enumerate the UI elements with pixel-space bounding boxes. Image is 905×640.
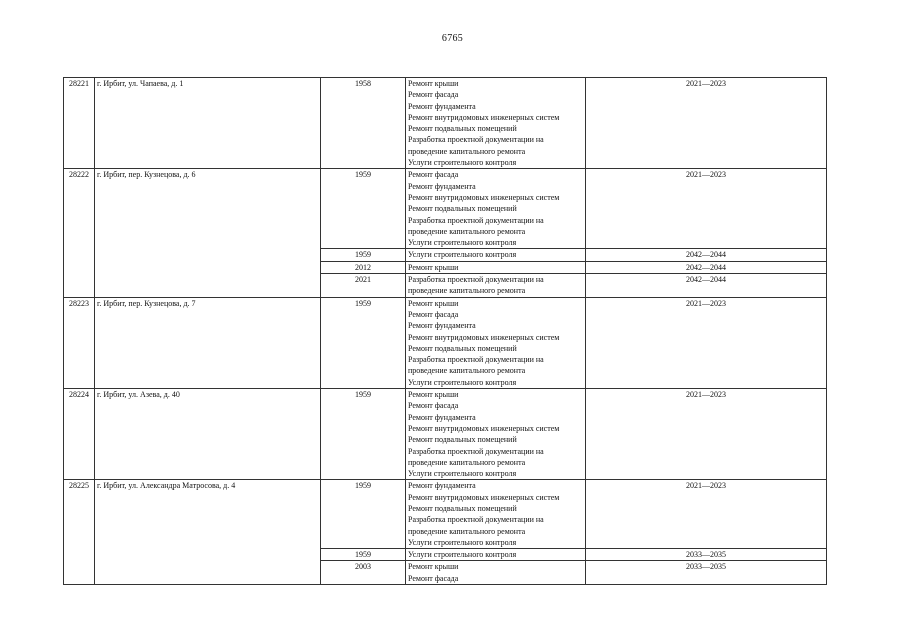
table-row bbox=[64, 480, 827, 549]
work-item: проведение капитального ремонта bbox=[408, 457, 526, 467]
work-item: Ремонт крыши bbox=[408, 298, 459, 308]
year-cell: 1959 bbox=[321, 169, 406, 249]
row-number-cell: 28221 bbox=[64, 78, 95, 169]
year-cell: 1959 bbox=[321, 480, 406, 549]
work-item: Разработка проектной документации на bbox=[408, 355, 544, 365]
year-cell: 1959 bbox=[321, 249, 406, 261]
table-row bbox=[64, 297, 827, 388]
work-item: Ремонт подвальных помещений bbox=[408, 204, 517, 214]
works-cell bbox=[406, 169, 586, 249]
period-cell: 2033—2035 bbox=[586, 549, 827, 561]
table-row bbox=[64, 389, 827, 480]
address-cell: г. Ирбит, пер. Кузнецова, д. 7 bbox=[95, 297, 321, 388]
work-item: Ремонт крыши bbox=[408, 79, 459, 88]
period-cell: 2042—2044 bbox=[586, 249, 827, 261]
work-item: Разработка проектной документации на bbox=[408, 515, 544, 525]
works-cell bbox=[406, 549, 586, 561]
work-item: Ремонт фасада bbox=[408, 170, 459, 180]
works-cell bbox=[406, 297, 586, 388]
work-item: проведение капитального ремонта bbox=[408, 146, 526, 156]
work-item: Услуги строительного контроля bbox=[408, 238, 517, 248]
work-item: Услуги строительного контроля bbox=[408, 550, 517, 560]
page-number: 6765 bbox=[441, 33, 464, 44]
work-item: Услуги строительного контроля bbox=[408, 158, 517, 168]
address-cell: г. Ирбит, пер. Кузнецова, д. 6 bbox=[95, 169, 321, 297]
work-item: Ремонт фундамента bbox=[408, 101, 476, 111]
row-number-cell: 28224 bbox=[64, 389, 95, 480]
work-item: Услуги строительного контроля bbox=[408, 537, 517, 547]
year-cell: 2003 bbox=[321, 561, 406, 585]
work-item: Ремонт внутридомовых инженерных систем bbox=[408, 192, 560, 202]
work-item: проведение капитального ремонта bbox=[408, 526, 526, 536]
work-item: Услуги строительного контроля bbox=[408, 469, 517, 479]
period-cell: 2021—2023 bbox=[586, 78, 827, 169]
work-item: проведение капитального ремонта bbox=[408, 286, 526, 296]
work-item: Разработка проектной документации на bbox=[408, 446, 544, 456]
work-item: Ремонт фасада bbox=[408, 573, 459, 583]
period-cell: 2021—2023 bbox=[586, 480, 827, 549]
period-cell: 2042—2044 bbox=[586, 274, 827, 298]
works-cell bbox=[406, 78, 586, 169]
table-row bbox=[64, 169, 827, 249]
work-item: Ремонт подвальных помещений bbox=[408, 343, 517, 353]
year-cell: 2012 bbox=[321, 261, 406, 273]
year-cell: 1959 bbox=[321, 549, 406, 561]
works-cell bbox=[406, 389, 586, 480]
work-item: Ремонт фасада bbox=[408, 401, 459, 411]
work-item: Ремонт внутридомовых инженерных систем bbox=[408, 332, 560, 342]
work-item: проведение капитального ремонта bbox=[408, 226, 526, 236]
year-cell: 2021 bbox=[321, 274, 406, 298]
capital-repair-table bbox=[63, 77, 827, 585]
work-item: Ремонт фасада bbox=[408, 90, 459, 100]
table-row bbox=[64, 78, 827, 169]
work-item: Ремонт внутридомовых инженерных систем bbox=[408, 423, 560, 433]
address-cell: г. Ирбит, ул. Чапаева, д. 1 bbox=[95, 78, 321, 169]
works-cell bbox=[406, 261, 586, 273]
work-item: Разработка проектной документации на bbox=[408, 215, 544, 225]
period-cell: 2021—2023 bbox=[586, 169, 827, 249]
work-item: проведение капитального ремонта bbox=[408, 366, 526, 376]
period-cell: 2033—2035 bbox=[586, 561, 827, 585]
works-cell bbox=[406, 480, 586, 549]
work-item: Услуги строительного контроля bbox=[408, 250, 517, 260]
period-cell: 2021—2023 bbox=[586, 297, 827, 388]
period-cell: 2042—2044 bbox=[586, 261, 827, 273]
year-cell: 1958 bbox=[321, 78, 406, 169]
row-number-cell: 28222 bbox=[64, 169, 95, 297]
work-item: Услуги строительного контроля bbox=[408, 377, 517, 387]
address-cell: г. Ирбит, ул. Александра Матросова, д. 4 bbox=[95, 480, 321, 585]
period-cell: 2021—2023 bbox=[586, 389, 827, 480]
year-cell: 1959 bbox=[321, 389, 406, 480]
year-cell: 1959 bbox=[321, 297, 406, 388]
work-item: Ремонт подвальных помещений bbox=[408, 503, 517, 513]
works-cell bbox=[406, 249, 586, 261]
work-item: Ремонт фасада bbox=[408, 309, 459, 319]
works-cell bbox=[406, 274, 586, 298]
work-item: Ремонт крыши bbox=[408, 262, 459, 272]
work-item: Ремонт подвальных помещений bbox=[408, 435, 517, 445]
row-number-cell: 28225 bbox=[64, 480, 95, 585]
work-item: Ремонт крыши bbox=[408, 390, 459, 400]
work-item: Ремонт внутридомовых инженерных систем bbox=[408, 112, 560, 122]
work-item: Разработка проектной документации на bbox=[408, 275, 544, 285]
work-item: Ремонт фундамента bbox=[408, 181, 476, 191]
work-item: Ремонт фундамента bbox=[408, 321, 476, 331]
work-item: Ремонт крыши bbox=[408, 562, 459, 572]
work-item: Ремонт фундамента bbox=[408, 481, 476, 491]
work-item: Ремонт внутридомовых инженерных систем bbox=[408, 492, 560, 502]
work-item: Ремонт фундамента bbox=[408, 412, 476, 422]
work-item: Разработка проектной документации на bbox=[408, 135, 544, 145]
works-cell bbox=[406, 561, 586, 585]
row-number-cell: 28223 bbox=[64, 297, 95, 388]
work-item: Ремонт подвальных помещений bbox=[408, 124, 517, 134]
address-cell: г. Ирбит, ул. Азева, д. 40 bbox=[95, 389, 321, 480]
